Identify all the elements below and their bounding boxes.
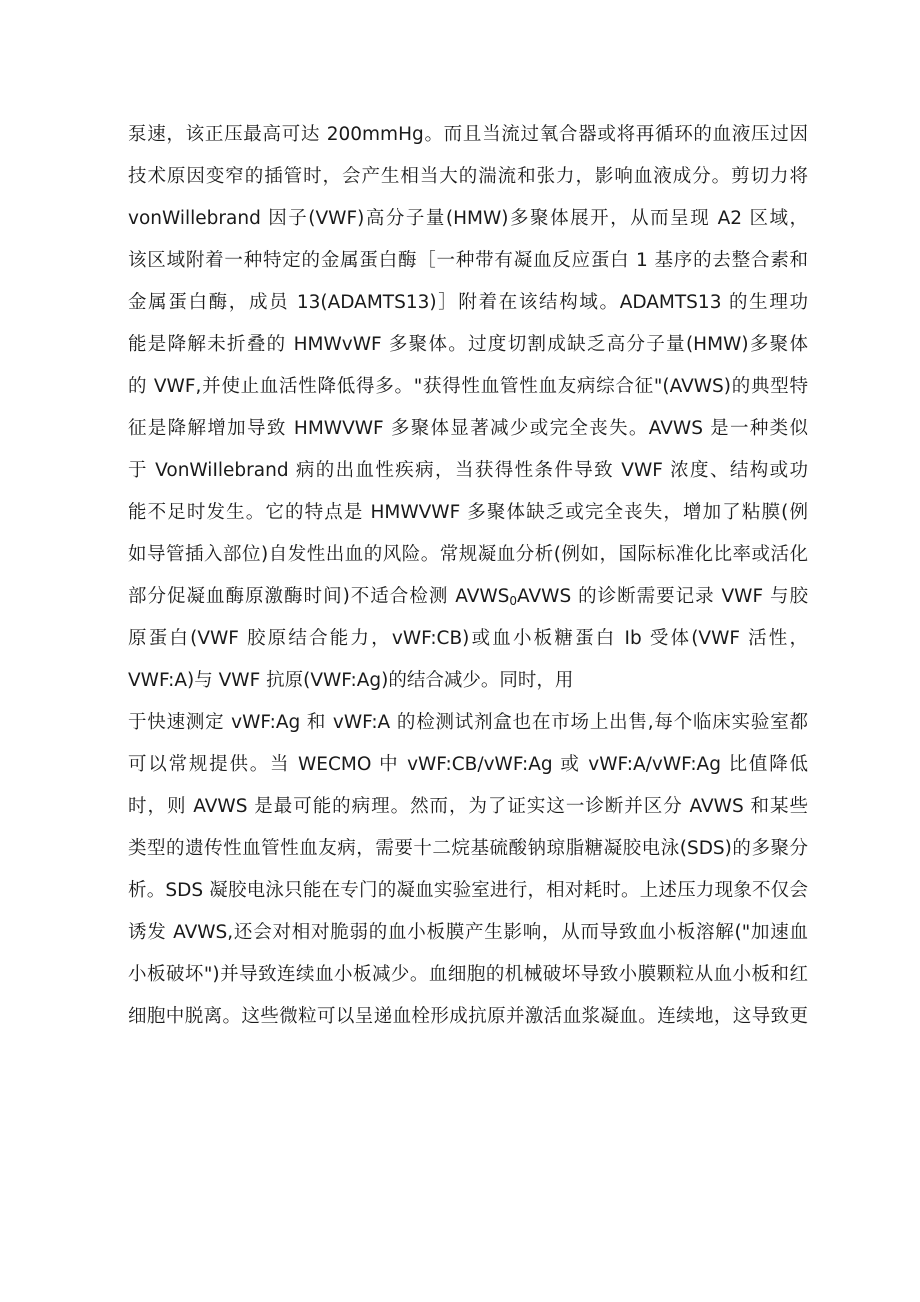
text-line-21: 小板破坏")并导致连续血小板减少。血细胞的机械破坏导致小膜颗粒从血小板和红: [128, 964, 808, 985]
text-line-7: 的 VWF,并使止血活性降低得多。"获得性血管性血友病综合征"(AVWS)的典型特: [128, 376, 808, 397]
text-line-6: 能是降解未折叠的 HMWvWF 多聚体。过度切割成缺乏高分子量(HMW)多聚体: [128, 334, 808, 355]
text-line-5: 金属蛋白酶，成员 13(ADAMTS13)］附着在该结构域。ADAMTS13 的生理功: [128, 292, 808, 313]
text-line-15: 于快速测定 vWF:Ag 和 vWF:A 的检测试剂盒也在市场上出售,每个临床实验室都: [128, 712, 808, 733]
text-line-9: 于 VonWiIlebrand 病的出血性疾病，当获得性条件导致 VWF 浓度、结构或功: [128, 460, 808, 481]
body-text: [128, 114, 808, 1038]
text-line-3: vonWillebrand 因子(VWF)高分子量(HMW)多聚体展开，从而呈现 A2 区域，: [128, 208, 808, 229]
subscript-zero: 0: [509, 594, 518, 608]
text-line-10: 能不足时发生。它的特点是 HMWVWF 多聚体缺乏或完全丧失，增加了粘膜(例: [128, 502, 808, 523]
text-line-4: 该区域附着一种特定的金属蛋白酶［一种带有凝血反应蛋白 1 基序的去整合素和: [128, 250, 808, 271]
text-line-12-head: 部分促凝血酶原激酶时间)不适合检测 AVWS: [128, 586, 510, 607]
text-line-17: 时，则 AVWS 是最可能的病理。然而，为了证实这一诊断并区分 AVWS 和某些: [128, 796, 808, 817]
text-line-11: 如导管插入部位)自发性出血的风险。常规凝血分析(例如，国际标准化比率或活化: [128, 544, 808, 565]
text-line-12: [128, 576, 808, 618]
text-line-1: 泵速，该正压最高可达 200mmHg。而且当流过氧合器或将再循环的血液压过因: [128, 124, 808, 145]
text-line-14: VWF:A)与 VWF 抗原(VWF:Ag)的结合减少。同时，用: [128, 670, 574, 691]
text-line-13: 原蛋白(VWF 胶原结合能力，vWF:CB)或血小板糖蛋白 Ib 受体(VWF 活性，: [128, 628, 808, 649]
text-line-19: 析。SDS 凝胶电泳只能在专门的凝血实验室进行，相对耗时。上述压力现象不仅会: [128, 880, 808, 901]
text-line-16: 可以常规提供。当 WECMO 中 vWF:CB/vWF:Ag 或 vWF:A/vWF:Ag 比值降低: [128, 754, 808, 775]
text-line-18: 类型的遗传性血管性血友病，需要十二烷基硫酸钠琼脂糖凝胶电泳(SDS)的多聚分: [128, 838, 808, 859]
text-line-22: 细胞中脱离。这些微粒可以呈递血栓形成抗原并激活血浆凝血。连续地，这导致更: [128, 1006, 808, 1027]
text-line-12-tail: AVWS 的诊断需要记录 VWF 与胶: [517, 586, 808, 607]
text-line-8: 征是降解增加导致 HMWVWF 多聚体显著减少或完全丧失。AVWS 是一种类似: [128, 418, 808, 439]
text-line-20: 诱发 AVWS,还会对相对脆弱的血小板膜产生影响，从而导致血小板溶解("加速血: [128, 922, 808, 943]
text-line-2: 技术原因变窄的插管时，会产生相当大的湍流和张力，影响血液成分。剪切力将: [128, 166, 808, 187]
